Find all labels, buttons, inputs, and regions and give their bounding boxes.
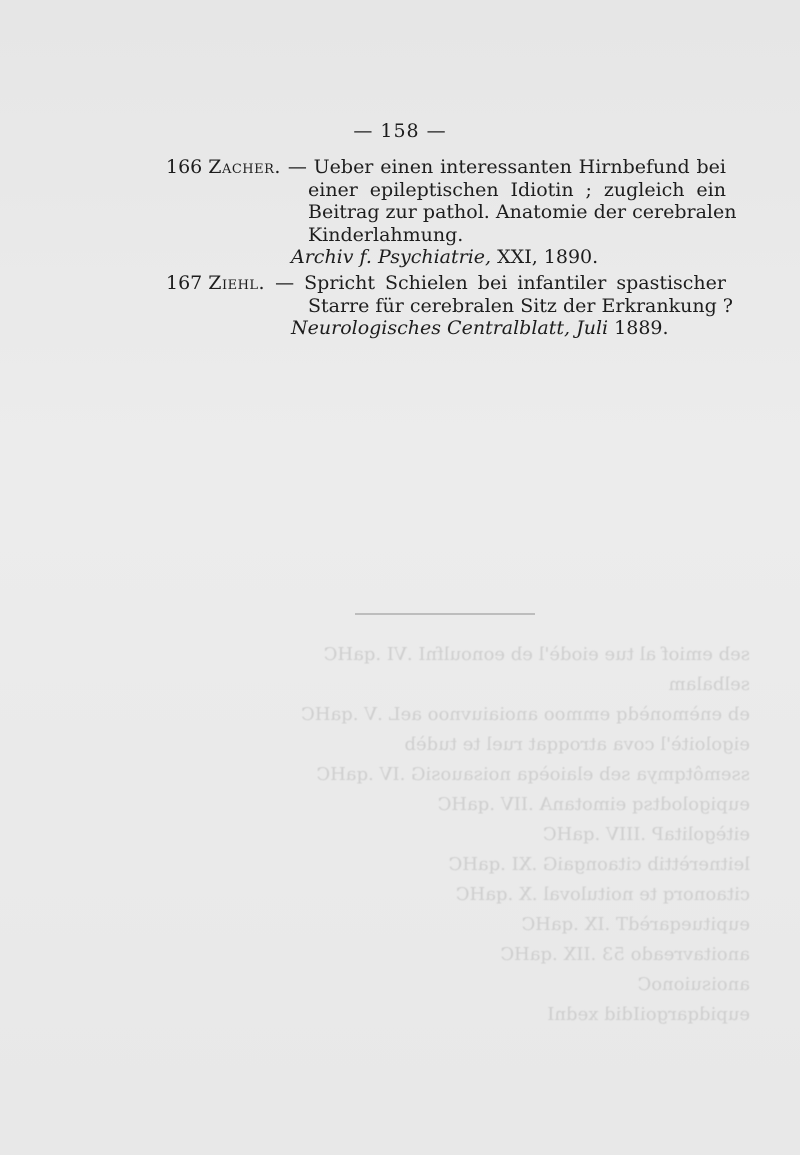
- citation-reference: XXI, 1890.: [497, 246, 599, 268]
- entry-title-line: Kinderlahmung.: [308, 223, 464, 246]
- entry-title-line: — Ueber einen interessanten Hirnbefund bei: [287, 156, 726, 178]
- page-number: — 158 —: [353, 120, 447, 142]
- entry-number: 166: [166, 156, 203, 178]
- entry-title-line: Beitrag zur pathol. Anatomie der cerebralen: [308, 201, 737, 223]
- entry-title-line: einer epileptischen Idiotin ; zugleich ein: [308, 178, 726, 201]
- entry-author: Zacher.: [208, 156, 281, 178]
- citation-source: Neurologisches Centralblatt, Juli: [291, 317, 609, 339]
- entry-first-line: [166, 272, 726, 295]
- citation-reference: 1889.: [614, 317, 669, 339]
- bibliography-entry: [166, 156, 737, 269]
- entry-first-line: [166, 156, 726, 179]
- bibliography-entry: [166, 272, 733, 340]
- entry-author: Ziehl.: [208, 272, 266, 294]
- bleed-through-text: seb emiof al tue eiodè'l eb eonoulfnI .VI .qaHC selbalam eb enèmonèdq emmoo anoiaiuvnoo aeL .V .qaHC eigoloitè'l cova atroqqat ruel te tudèb ssemôtqmya seb elaioèqa noisauosiG .IV .qaHC eupigolodtsq eimotanA .IIV .qaHC eitègolitaP .IIIV .qaHC leitnerèttib citaongaiG .XI .qaHC citaonorq te noituloval .X .qaHC eupitueqarèdT .IX .qaHC anoitavreado 53 .IIX .qaHC anoisuionoC eupidqargoiIdid xednI: [301, 644, 750, 1025]
- bleed-through-rule: [355, 613, 535, 615]
- citation-source: Archiv f. Psychiatrie,: [291, 246, 492, 268]
- entry-title-line: Starre für cerebralen Sitz der Erkrankung ?: [308, 294, 733, 317]
- entry-title-line: — Spricht Schielen bei infantiler spastischer: [275, 272, 726, 294]
- entry-citation: [166, 246, 726, 269]
- entry-number: 167: [166, 272, 203, 294]
- entry-citation: [166, 317, 726, 340]
